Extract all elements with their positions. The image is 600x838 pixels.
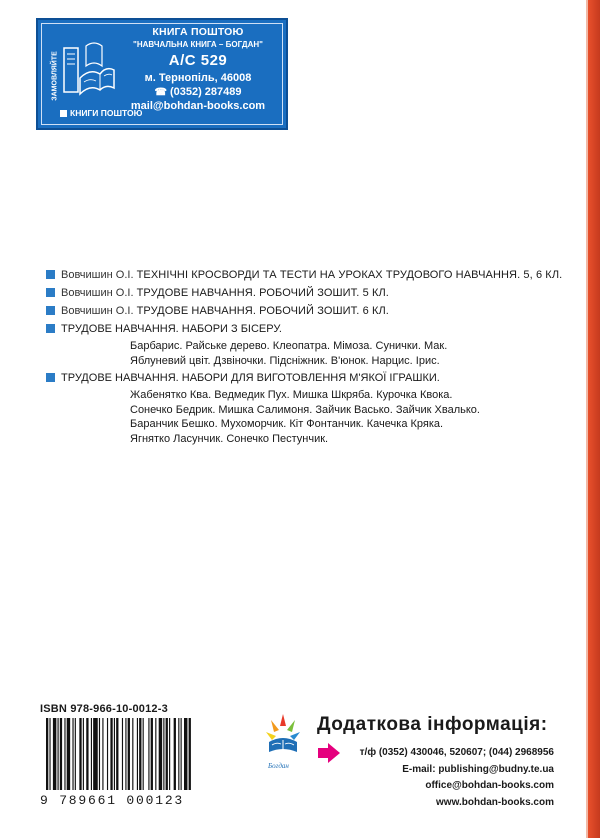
book-title: ТЕХНІЧНІ КРОСВОРДИ ТА ТЕСТИ НА УРОКАХ ТРУДОВОГО НАВЧАННЯ. 5, 6 КЛ.	[136, 269, 563, 281]
barcode-bar	[46, 718, 48, 790]
group-item-line: Яблуневий цвіт. Дзвіночки. Підсніжник. В'юнок. Нарцис. Ірис.	[130, 354, 440, 367]
group-item-line: Барбарис. Райське дерево. Клеопатра. Мімоза. Сунички. Мак.	[130, 340, 448, 352]
barcode-bar	[169, 718, 170, 790]
group-item-line: Сонечко Бедрик. Мишка Салимоня. Зайчик Васько. Зайчик Хвалько.	[130, 403, 480, 416]
book-author: Вовчишин О.І.	[61, 287, 134, 299]
order-vertical-text: ЗАМОВЛЯЙТЕ	[51, 51, 59, 101]
barcode-bar	[49, 718, 50, 790]
barcode-bar	[83, 718, 84, 790]
barcode-bar	[143, 718, 144, 790]
barcode-bar	[159, 718, 162, 790]
info-phone: т/ф (0352) 430046, 520607; (044) 2968956	[359, 747, 554, 758]
barcode-bar	[58, 718, 59, 790]
po-box: А/С 529	[168, 52, 228, 69]
book-title: ТРУДОВЕ НАВЧАННЯ. РОБОЧИЙ ЗОШИТ. 5 КЛ.	[136, 287, 389, 299]
city-postcode: м. Тернопіль, 46008	[144, 72, 252, 84]
barcode-bar	[114, 718, 115, 790]
barcode-bar	[181, 718, 182, 790]
order-email: mail@bohdan-books.com	[130, 100, 266, 112]
additional-info-title: Додаткова інформація:	[317, 714, 548, 735]
barcode-bar	[139, 718, 141, 790]
order-heading: КНИГА ПОШТОЮ	[152, 26, 244, 38]
group-item-line: Ягнятко Ласунчик. Сонечко Пестунчик.	[130, 432, 329, 445]
barcode-bar	[99, 718, 100, 790]
isbn: ISBN 978-966-10-0012-3	[40, 703, 168, 715]
book-list	[46, 268, 576, 449]
order-phone-number: (0352) 287489	[169, 86, 242, 98]
barcode-bar	[107, 718, 108, 790]
publisher-logo-icon	[263, 712, 303, 764]
group-item-line: Баранчик Бешко. Мухоморчик. Кіт Фонтанчик. Качечка Кряка.	[130, 418, 444, 430]
barcode-bar	[184, 718, 187, 790]
barcode-bar	[75, 718, 76, 790]
bullet-icon	[46, 373, 55, 382]
book-author: Вовчишин О.І.	[61, 305, 134, 317]
barcode-bar	[125, 718, 126, 790]
book-title: ТРУДОВЕ НАВЧАННЯ. РОБОЧИЙ ЗОШИТ. 6 КЛ.	[136, 305, 389, 317]
barcode-bar	[151, 718, 153, 790]
barcode-bar	[110, 718, 112, 790]
soft-toy-kits-group	[46, 371, 576, 446]
phone-icon: ☎	[154, 87, 167, 98]
barcode-bar	[189, 718, 191, 790]
barcode-bar	[178, 718, 179, 790]
barcode-bar	[122, 718, 123, 790]
group-title: ТРУДОВЕ НАВЧАННЯ. НАБОРИ ДЛЯ ВИГОТОВЛЕННЯ М'ЯКОЇ ІГРАШКИ.	[61, 372, 440, 384]
book-entry	[46, 286, 576, 300]
barcode-bar	[79, 718, 81, 790]
book-entry	[46, 268, 576, 282]
barcode-bar	[174, 718, 176, 790]
logo-text: Богдан	[268, 762, 289, 770]
order-address-block	[118, 26, 278, 112]
barcode-bar	[163, 718, 164, 790]
additional-info-contacts	[344, 745, 554, 811]
order-under-text: КНИГИ ПОШТОЮ	[70, 108, 143, 118]
order-by-mail-box	[36, 18, 288, 130]
order-phone	[118, 86, 278, 98]
barcode-bar	[91, 718, 92, 790]
beads-kits-group	[46, 322, 576, 368]
group-heading	[46, 322, 576, 336]
right-edge-strip	[588, 0, 600, 838]
barcode-bar	[53, 718, 56, 790]
barcode-bar	[132, 718, 133, 790]
barcode-bar	[64, 718, 65, 790]
barcode-bar	[67, 718, 70, 790]
barcode-bar	[86, 718, 88, 790]
barcode-bar	[102, 718, 103, 790]
publisher-name: "НАВЧАЛЬНА КНИГА – БОГДАН"	[133, 40, 263, 49]
barcode-bar	[93, 718, 98, 790]
barcode-digits: 9 789661 000123	[40, 793, 185, 808]
barcode-bar	[72, 718, 73, 790]
barcode-bar	[60, 718, 62, 790]
arrow-right-icon	[316, 742, 342, 764]
bullet-icon	[46, 288, 55, 297]
info-email: E-mail: publishing@budny.te.ua	[402, 763, 554, 775]
bullet-icon	[46, 270, 55, 279]
barcode-bar	[128, 718, 130, 790]
info-office-email: office@bohdan-books.com	[425, 780, 554, 791]
book-entry	[46, 304, 576, 318]
group-items	[130, 388, 576, 446]
barcode-bar	[148, 718, 149, 790]
info-website: www.bohdan-books.com	[436, 796, 554, 808]
barcode-bar	[137, 718, 138, 790]
group-title: ТРУДОВЕ НАВЧАННЯ. НАБОРИ З БІСЕРУ.	[61, 323, 282, 335]
barcode-bar	[166, 718, 168, 790]
group-items	[130, 339, 576, 368]
square-icon	[60, 110, 67, 117]
barcode	[40, 718, 246, 790]
group-item-line: Жабенятко Ква. Ведмедик Пух. Мишка Шкряба. Курочка Квока.	[130, 389, 453, 401]
book-author: Вовчишин О.І.	[61, 269, 134, 281]
barcode-bar	[116, 718, 118, 790]
group-heading	[46, 371, 576, 385]
bullet-icon	[46, 324, 55, 333]
barcode-bar	[155, 718, 156, 790]
open-book-icon	[60, 38, 116, 100]
bullet-icon	[46, 306, 55, 315]
